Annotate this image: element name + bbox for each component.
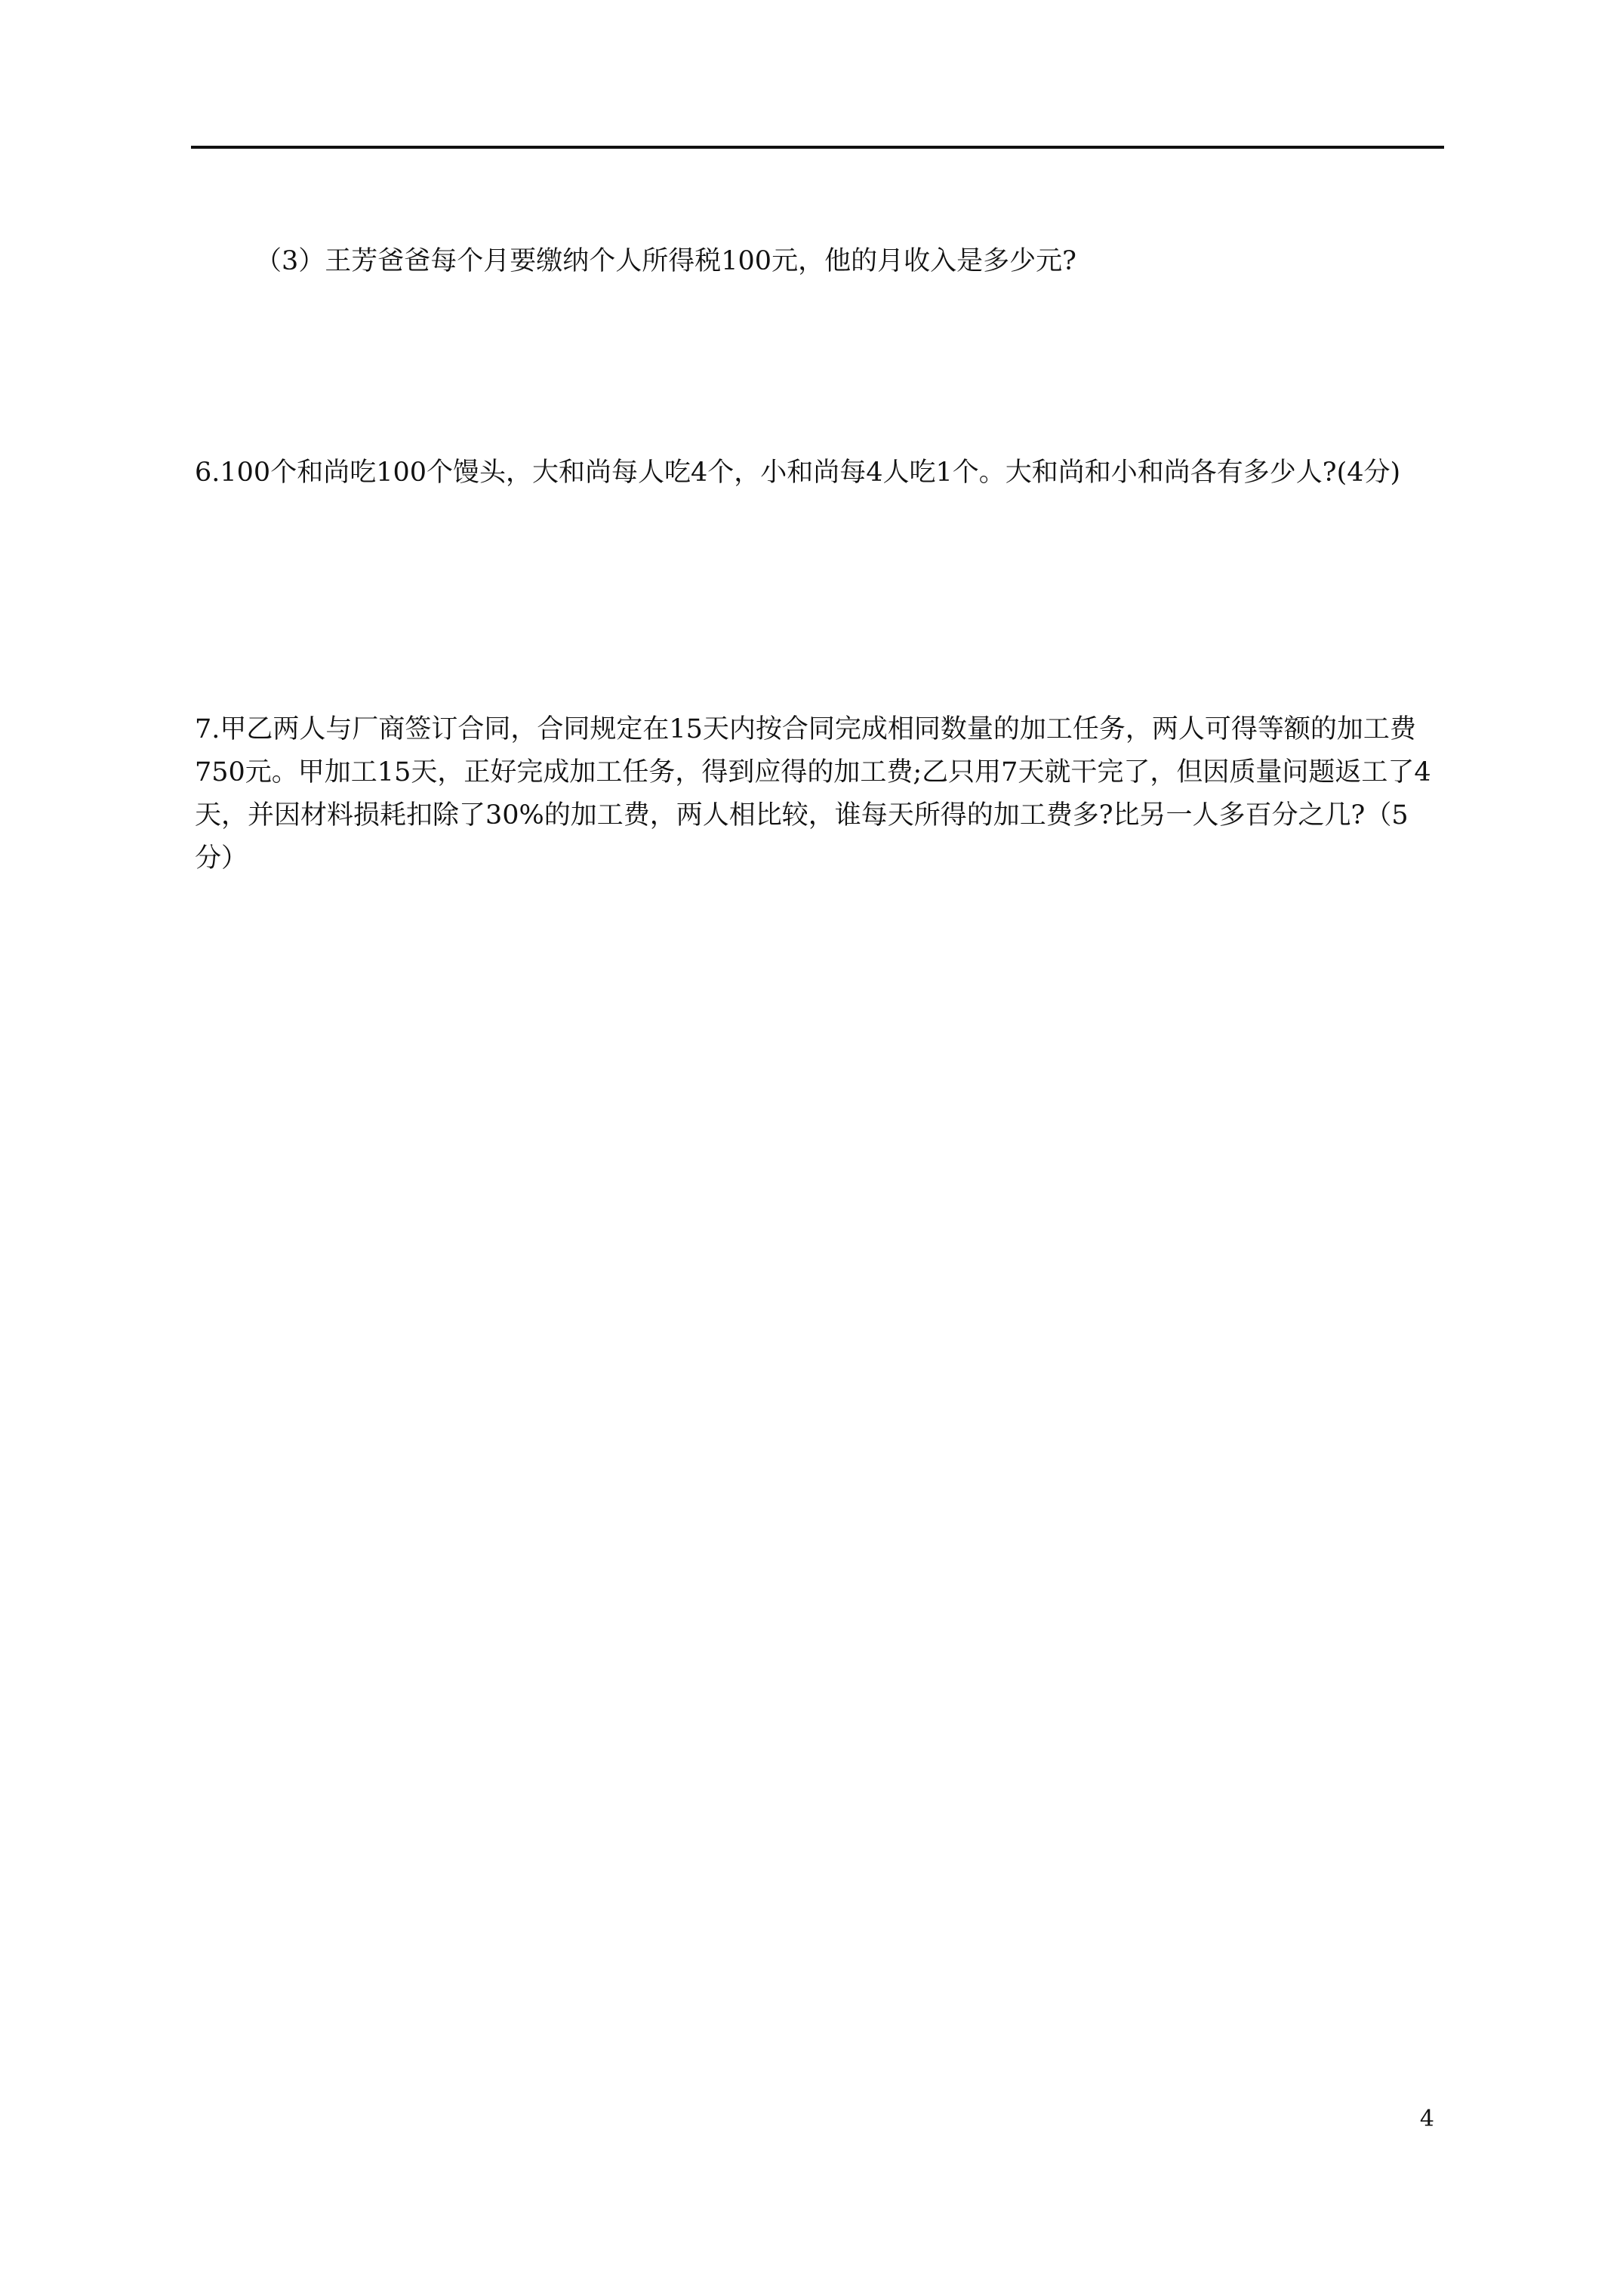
question-6: 6.100个和尚吃100个馒头，大和尚每人吃4个，小和尚每4人吃1个。大和尚和小和尚各有多少人?(4分) [195,458,1401,488]
page-number: 4 [1419,2106,1434,2132]
question-3-subpart: （3）王芳爸爸每个月要缴纳个人所得税100元，他的月收入是多少元? [255,246,1076,276]
question-7: 7.甲乙两人与厂商签订合同，合同规定在15天内按合同完成相同数量的加工任务，两人可得等额的加工费750元。甲加工15天，正好完成加工任务，得到应得的加工费;乙只用7天就干完了，但因质量问题返工了4天，并因材料损耗扣除了30%的加工费，两人相比较，谁每天所得的加工费多?比另一人多百分之几?（5分） [195,714,1431,874]
header-rule [191,146,1444,149]
